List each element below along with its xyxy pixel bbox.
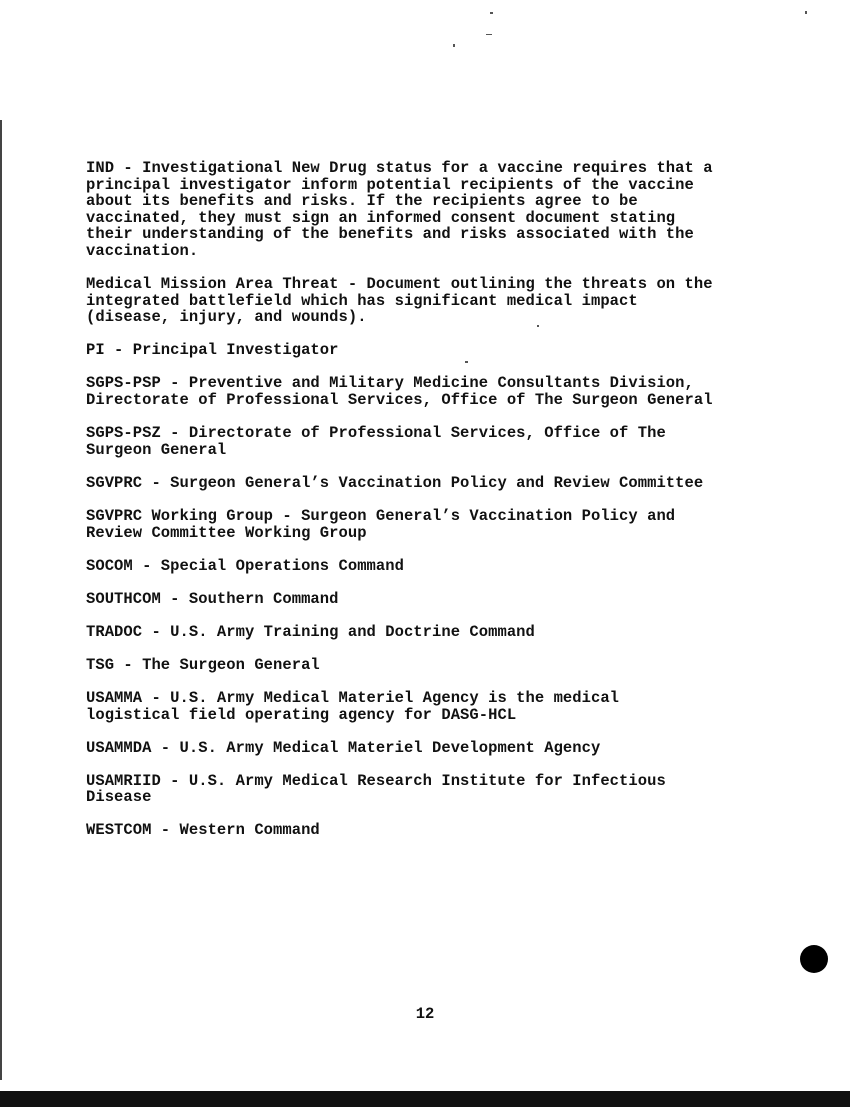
- definition-entry: USAMMDA - U.S. Army Medical Materiel Development Agency: [86, 738, 601, 757]
- definition-entry: WESTCOM - Western Command: [86, 821, 320, 840]
- scan-bottom-border: [0, 1091, 850, 1107]
- definition-entry: TRADOC - U.S. Army Training and Doctrine Command: [86, 622, 535, 641]
- definition-entry: SOCOM - Special Operations Command: [86, 556, 404, 575]
- definitions-list: [86, 160, 786, 856]
- scan-speck: [805, 11, 807, 14]
- definition-entry: SGPS-PSP - Preventive and Military Medicine Consultants Division, Directorate of Professional Services, Office of The Surgeon General: [86, 374, 713, 410]
- hole-punch-mark: [800, 945, 828, 973]
- definition-entry: SGVPRC - Surgeon General’s Vaccination Policy and Review Committee: [86, 473, 704, 492]
- definition-entry: SOUTHCOM - Southern Command: [86, 589, 339, 608]
- definition-entry: TSG - The Surgeon General: [86, 655, 320, 674]
- definition-entry: USAMRIID - U.S. Army Medical Research Institute for Infectious Disease: [86, 771, 666, 807]
- scan-left-edge: [0, 120, 2, 1080]
- definition-entry: SGPS-PSZ - Directorate of Professional Services, Office of The Surgeon General: [86, 424, 666, 459]
- page-number: 12: [415, 1005, 435, 1023]
- definition-entry: IND - Investigational New Drug status for a vaccine requires that a principal investigator inform potential recipients of the vaccine about its benefits and risks. If the recipients agree to be vaccinated, they must sign an informed consent document stating their understanding of the benefits and risks associated with the vaccination.: [86, 159, 713, 260]
- definition-entry: Medical Mission Area Threat - Document outlining the threats on the integrated battlefield which has significant medical impact (disease, injury, and wounds).: [86, 275, 713, 327]
- definition-entry: USAMMA - U.S. Army Medical Materiel Agency is the medical logistical field operating agency for DASG-HCL: [86, 688, 620, 724]
- scan-speck: [490, 12, 493, 14]
- definition-entry: SGVPRC Working Group - Surgeon General’s Vaccination Policy and Review Committee Working Group: [86, 506, 676, 542]
- scan-speck: [453, 44, 455, 47]
- scan-speck: [486, 34, 492, 35]
- definition-entry: PI - Principal Investigator: [86, 341, 339, 360]
